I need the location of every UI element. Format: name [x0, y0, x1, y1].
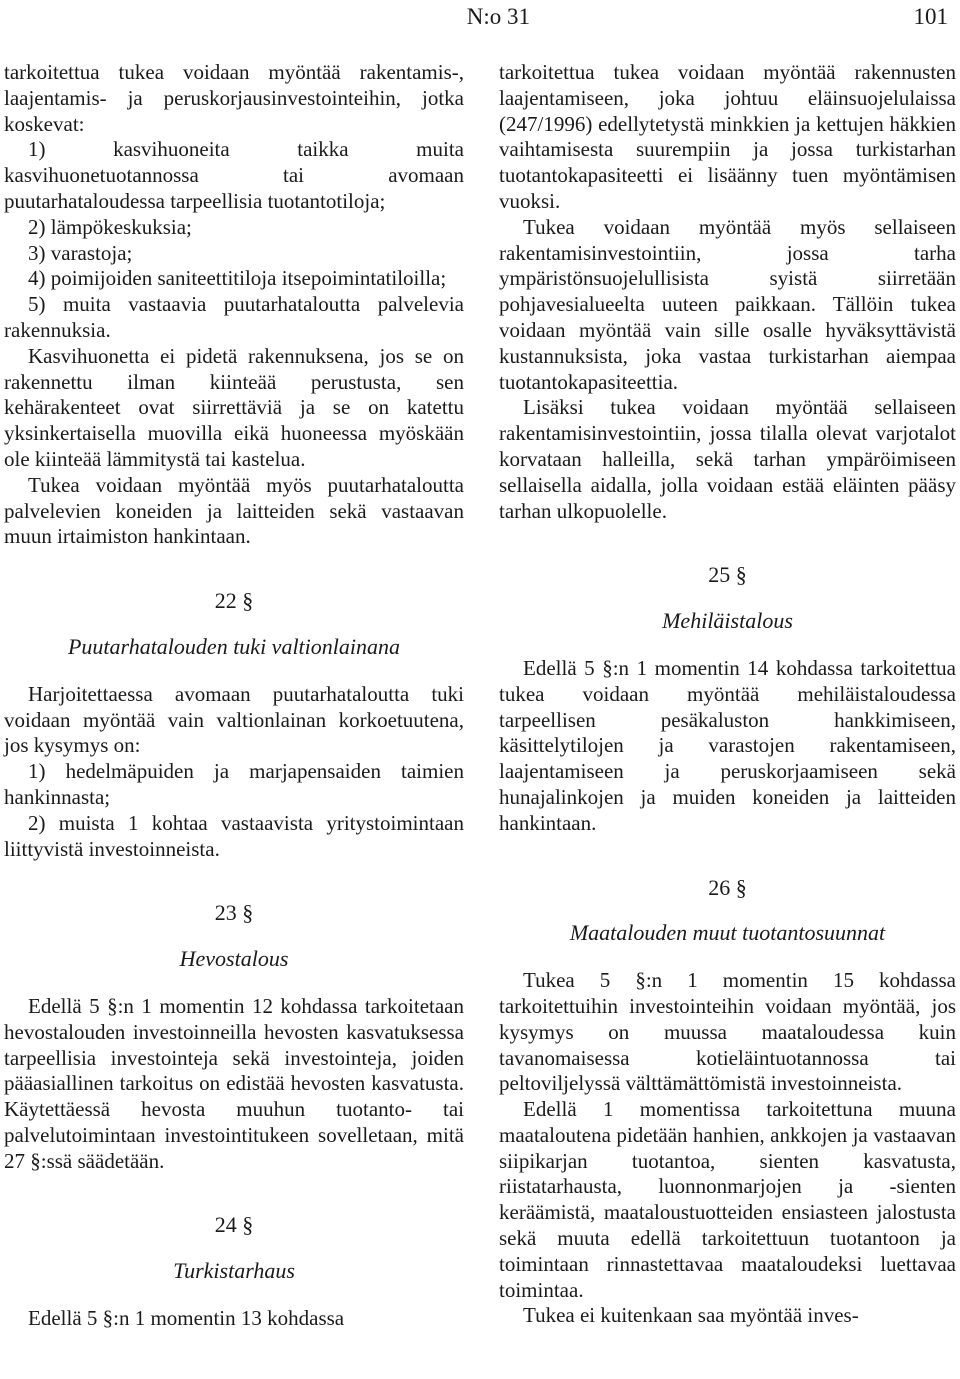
issue-number: N:o 31	[466, 4, 530, 29]
paragraph: Kasvihuonetta ei pidetä rakennuksena, jos se on rakennettu ilman kiinteää perustusta, sen kehärakenteet ovat siirrettäviä ja se on katettu yksinkertaisella muovilla eikä huoneessa myöskään ole kiinteää lämmitystä tai kastelua.	[4, 343, 464, 471]
paragraph: Tukea voidaan myöntää myös sellaiseen rakentamisinvestointiin, jossa tarha ympäristönsuojelullisista syistä siirretään pohjavesialueelta uuteen paikkaan. Tällöin tukea voidaan myöntää vain sille osalle hyväksyttävistä kustannuksista, joka vastaa turkistarhan aiempaa tuotantokapasiteettia.	[499, 214, 956, 394]
paragraph: Harjoitettaessa avomaan puutarhataloutta tuki voidaan myöntää vain valtionlainan korkoetuutena, jos kysymys on:	[4, 681, 464, 758]
section-title: Turkistarhaus	[173, 1258, 295, 1284]
page-number: 101	[913, 4, 948, 29]
paragraph: tarkoitettua tukea voidaan myöntää rakentamis-, laajentamis- ja peruskorjausinvestointeihin, jotka koskevat:	[4, 60, 464, 136]
paragraph: Tukea voidaan myöntää myös puutarhataloutta palvelevien koneiden ja laitteiden sekä vastaavan muun irtaimiston hankintaan.	[4, 472, 464, 549]
section-number: 25 §	[708, 562, 747, 588]
page-header	[0, 2, 948, 32]
section-number: 22 §	[214, 588, 254, 614]
section-title: Maatalouden muut tuotantosuunnat	[569, 920, 886, 946]
section-title: Puutarhatalouden tuki valtionlainana	[67, 633, 401, 659]
section-number: 23 §	[214, 900, 254, 926]
section-number: 24 §	[214, 1212, 254, 1238]
list-item: 1) kasvihuoneita taikka muita kasvihuonetuotannossa tai avomaan puutarhataloudessa tarpeellisia tuotantotiloja;	[4, 137, 464, 213]
section-title: Hevostalous	[179, 946, 289, 972]
paragraph: tarkoitettua tukea voidaan myöntää rakennusten laajentamiseen, joka johtuu eläinsuojelulaissa (247/1996) edellytetystä minkkien ja kettujen häkkien vaihtamisesta suurempiin ja jossa turkistarhan tuotantokapasiteetti ei lisäänny tuen myöntämisen vuoksi.	[499, 60, 956, 213]
paragraph: Tukea 5 §:n 1 momentin 15 kohdassa tarkoitettuihin investointeihin voidaan myöntää, jos kysymys on muussa maataloudessa kuin tavanomaisessa kotieläintuotannossa tai peltoviljelyssä välttämättömistä investoinneista.	[499, 968, 956, 1096]
list-item: 3) varastoja;	[28, 240, 133, 265]
section-title: Mehiläistalous	[662, 608, 793, 634]
list-item: 4) poimijoiden saniteettitiloja itsepoimintatiloilla;	[28, 266, 447, 291]
paragraph: Edellä 5 §:n 1 momentin 12 kohdassa tarkoitetaan hevostalouden investoinneilla hevosten kasvatuksessa tarpeellisia investointeja sekä investointeja, joiden pääasiallinen tarkoitus on edistää hevosten kasvatusta. Käytettäessä hevosta muuhun tuotanto- tai palvelutoimintaan investointitukeen sovelletaan, mitä 27 §:ssä säädetään.	[4, 993, 464, 1173]
right-column	[499, 60, 956, 1329]
paragraph: Edellä 5 §:n 1 momentin 14 kohdassa tarkoitettua tukea voidaan myöntää mehiläistaloudessa tarpeellisen pesäkaluston hankkimiseen, käsittelytilojen ja varastojen rakentamiseen, laajentamiseen ja peruskorjaamiseen sekä hunajalinkojen ja muiden koneiden ja laitteiden hankintaan.	[499, 655, 956, 835]
list-item: 2) muista 1 kohtaa vastaavista yritystoimintaan liittyvistä investoinneista.	[4, 810, 464, 861]
list-item: 5) muita vastaavia puutarhataloutta palvelevia rakennuksia.	[4, 292, 464, 342]
list-item: 2) lämpökeskuksia;	[28, 214, 192, 239]
paragraph: Lisäksi tukea voidaan myöntää sellaiseen rakentamisinvestointiin, jossa tilalla olevat varjotalot korvataan halleilla, sekä tarhan ympäröimiseen sellaisella aidalla, jolla voidaan estää eläinten pääsy tarhan ulkopuolelle.	[499, 395, 956, 523]
left-column	[4, 60, 464, 1332]
paragraph: Edellä 5 §:n 1 momentin 13 kohdassa	[28, 1306, 345, 1331]
paragraph: Tukea ei kuitenkaan saa myöntää inves-	[523, 1303, 859, 1328]
paragraph: Edellä 1 momentissa tarkoitettuna muuna maataloutena pidetään hanhien, ankkojen ja vastaavan siipikarjan tuotantoa, sienten kasvatusta, riistatarhausta, luonnonmarjojen ja -sienten keräämistä, maataloustuotteiden ensiasteen jalostusta sekä muuta edellä tarkoitettuun tuotantoon ja toimintaan rinnastettavaa maataloudeksi luettavaa toimintaa.	[499, 1097, 956, 1302]
section-number: 26 §	[708, 874, 747, 900]
list-item: 1) hedelmäpuiden ja marjapensaiden taimien hankinnasta;	[4, 759, 464, 809]
